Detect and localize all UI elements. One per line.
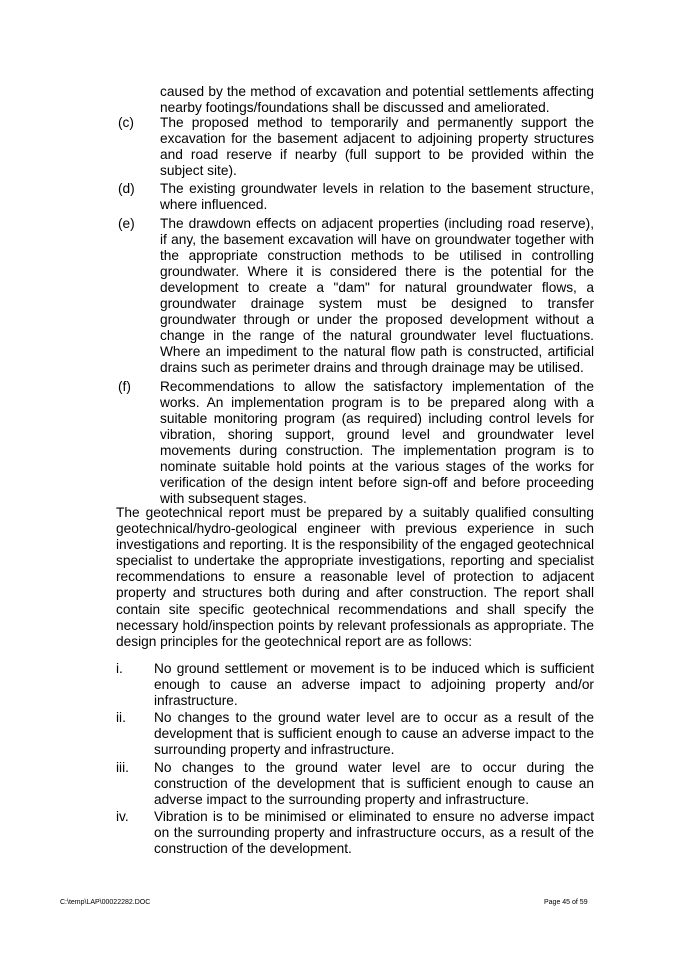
- list-item-label: iii.: [116, 759, 129, 775]
- list-item: [118, 379, 594, 508]
- list-item: [118, 216, 594, 377]
- list-item-label: (f): [118, 378, 131, 394]
- list-item-label: i.: [116, 661, 123, 676]
- list-item-label: (c): [118, 115, 134, 130]
- requirements-list: [118, 115, 594, 509]
- footer-page-number: Page 45 of 59: [544, 899, 588, 906]
- list-item: [118, 115, 594, 179]
- list-item-text: No changes to the ground water level are to occur during the construction of the development that is sufficient enough to cause an adverse impact to the surrounding property and infrastructure.: [154, 759, 594, 807]
- list-item-label: (e): [118, 215, 135, 231]
- list-item-text: No changes to the ground water level are to occur as a result of the development that is sufficient enough to cause an adverse impact to the surrounding property and infrastructure.: [154, 710, 594, 758]
- list-item-text: The proposed method to temporarily and permanently support the excavation for the basement adjacent to adjoining property structures and road reserve if nearby (full support to be provided within the subject site).: [160, 115, 594, 179]
- list-item: [116, 710, 594, 758]
- list-item-label: ii.: [116, 710, 126, 726]
- body-paragraph: The geotechnical report must be prepared by a suitably qualified consulting geotechnical/hydro-geological engineer with previous experience in such investigations and reporting. It is the responsibility of the engaged geotechnical specialist to undertake the appropriate investigations, reporting and specialist recommendations to ensure a reasonable level of protection to adjacent property and structures both during and after construction. The report shall contain site specific geotechnical recommendations and shall specify the necessary hold/inspection points by relevant professionals as appropriate. The design principles for the geotechnical report are as follows:: [116, 505, 594, 649]
- list-item-label: (d): [118, 181, 135, 197]
- list-item-text: Vibration is to be minimised or eliminated to ensure no adverse impact on the surrounding property and infrastructure occurs, as a result of the construction of the development.: [154, 808, 594, 857]
- list-item: [116, 661, 594, 709]
- list-item: [116, 760, 594, 808]
- list-item-label: iv.: [116, 808, 129, 824]
- design-principles-list: [116, 661, 594, 858]
- list-item-text: The existing groundwater levels in relation to the basement structure, where influenced.: [160, 181, 594, 213]
- footer-file-path: C:\temp\LAP\00022282.DOC: [60, 899, 151, 906]
- list-item: [116, 809, 594, 857]
- list-item-text: The drawdown effects on adjacent properties (including road reserve), if any, the basement excavation will have on groundwater together with the appropriate construction methods to be utilised in controlling groundwater. Where it is considered there is the potential for the development to create a "dam" for natural groundwater flows, a groundwater drainage system must be designed to transfer groundwater through or under the proposed development without a change in the range of the natural groundwater level fluctuations. Where an impediment to the natural flow path is constructed, artificial drains such as perimeter drains and through drainage may be utilised.: [160, 215, 594, 376]
- list-item-text: Recommendations to allow the satisfactory implementation of the works. An implementation program is to be prepared along with a suitable monitoring program (as required) including control levels for vibration, shoring support, ground level and groundwater level movements during construction. The implementation program is to nominate suitable hold points at the various stages of the works for verification of the design intent before sign-off and before proceeding with subsequent stages.: [160, 378, 594, 507]
- continuation-text: caused by the method of excavation and potential settlements affecting nearby footings/foundations shall be discussed and ameliorated.: [160, 84, 594, 116]
- list-item-text: No ground settlement or movement is to be induced which is sufficient enough to cause an adverse impact to adjoining property and/or infrastructure.: [154, 661, 594, 709]
- list-item: [118, 181, 594, 213]
